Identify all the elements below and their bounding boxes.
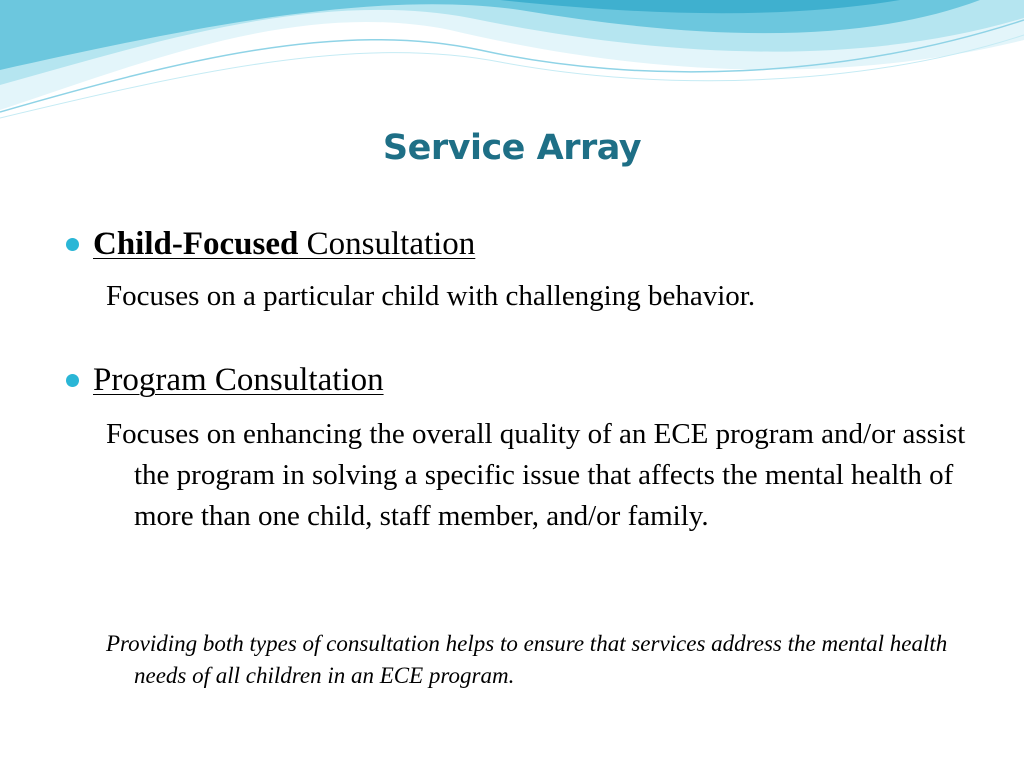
bullet-dot-icon xyxy=(66,374,79,387)
bullet-heading xyxy=(93,226,475,263)
bullet-heading-bold: Child-Focused xyxy=(93,226,299,262)
bullet-child-focused xyxy=(66,226,475,263)
summary-note: Providing both types of consultation helps to ensure that services address the mental health needs of all children in an ECE program. xyxy=(106,631,948,688)
bullet-dot-icon xyxy=(66,238,79,251)
bullet-heading xyxy=(93,362,384,399)
header-wave-decoration xyxy=(0,0,1024,130)
bullet-program xyxy=(66,362,384,399)
bullet-heading-rest: Consultation xyxy=(298,226,476,262)
bullet-heading-rest: Program Consultation xyxy=(93,362,384,398)
bullet-description: Focuses on a particular child with challenging behavior. xyxy=(106,280,756,312)
slide-title: Service Array xyxy=(382,128,642,168)
bullet-description: Focuses on enhancing the overall quality of an ECE program and/or assist the program in solving a specific issue that affects the mental health of more than one child, staff member, and/or family. xyxy=(106,418,966,532)
